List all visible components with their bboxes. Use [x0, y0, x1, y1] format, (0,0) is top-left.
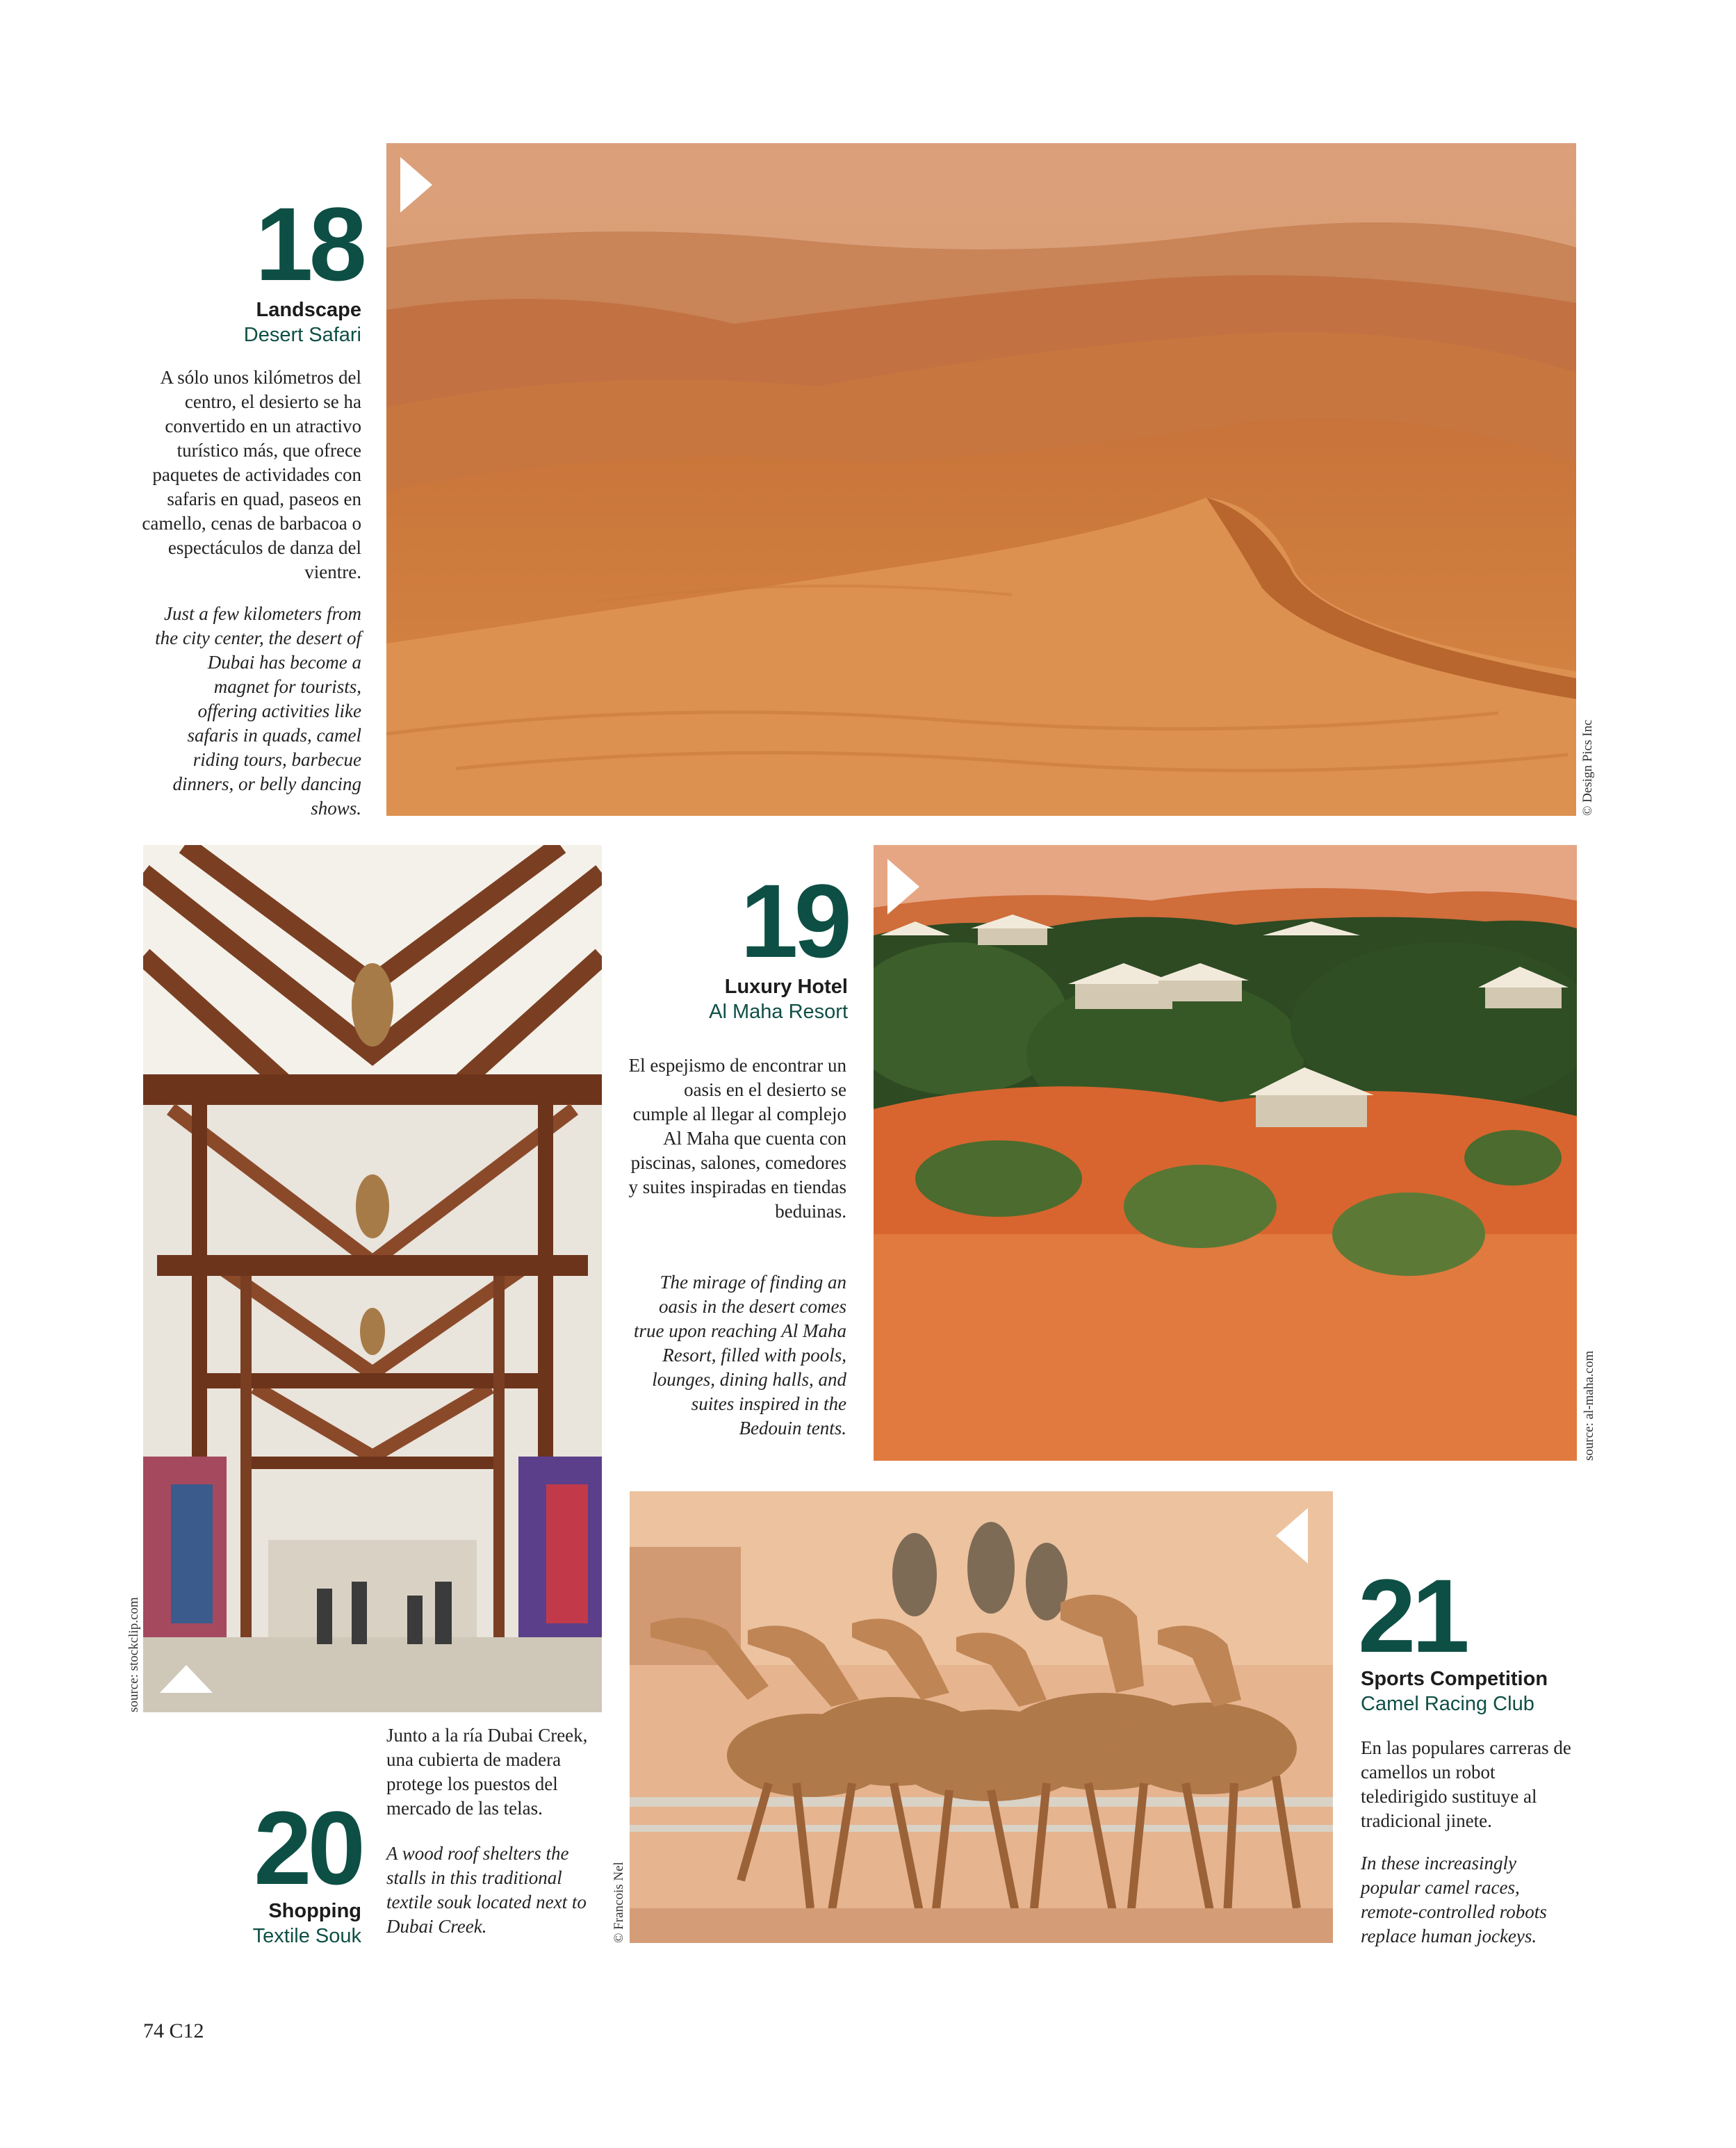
item-title-19: Al Maha Resort — [709, 1001, 848, 1023]
photo-credit-20: source: stockclip.com — [126, 1597, 141, 1712]
photo-credit-19: source: al-maha.com — [1582, 1350, 1596, 1461]
item-title-20: Textile Souk — [252, 1925, 361, 1947]
textile-souk-photo — [143, 845, 602, 1712]
desert-resort-image — [874, 845, 1577, 1461]
desert-dunes-image — [386, 143, 1576, 816]
item-title-18: Desert Safari — [243, 324, 361, 346]
item-text-es-21: En las populares carreras de camellos un robot teledirigido sustituye al tradicional jinete. — [1361, 1737, 1571, 1831]
play-arrow-icon — [887, 859, 919, 915]
item-text-es-18: A sólo unos kilómetros del centro, el desierto se ha convertido en un atractivo turístico más, que ofrece paquetes de actividades con safaris en quad, paseos en camello, cenas de barbacoa o espectáculos de danza del vientre. — [142, 367, 361, 582]
camel-race-image — [630, 1491, 1333, 1943]
item-text-en-18: Just a few kilometers from the city center, the desert of Dubai has become a magnet for tourists, offering activities like safaris in quads, camel riding tours, barbecue dinners, or belly dancing shows. — [155, 603, 361, 819]
item-text-es-20: Junto a la ría Dubai Creek, una cubierta de madera protege los puestos del mercado de las telas. — [386, 1725, 588, 1819]
item-number-19: 19 — [740, 862, 848, 979]
camel-racing-photo — [630, 1491, 1333, 1943]
item-text-en-21: In these increasingly popular camel races, remote-controlled robots replace human jockeys. — [1361, 1853, 1547, 1946]
item-category-18: Landscape — [256, 299, 361, 321]
item-category-21: Sports Competition — [1361, 1668, 1548, 1690]
item-text-en-20: A wood roof shelters the stalls in this traditional textile souk located next to Dubai Creek. — [386, 1843, 587, 1937]
photo-credit-21: © Francois Nel — [612, 1862, 626, 1943]
item-number-21: 21 — [1358, 1557, 1466, 1674]
item-number-18: 18 — [255, 186, 363, 302]
left-arrow-icon — [1276, 1508, 1308, 1564]
al-maha-photo — [874, 845, 1577, 1461]
item-category-20: Shopping — [268, 1900, 361, 1922]
play-arrow-icon — [400, 157, 432, 213]
item-title-21: Camel Racing Club — [1361, 1693, 1534, 1715]
desert-safari-photo — [386, 143, 1576, 816]
photo-credit-18: © Design Pics Inc — [1580, 719, 1595, 816]
up-arrow-icon — [160, 1665, 213, 1693]
item-number-20: 20 — [254, 1789, 361, 1906]
item-text-en-19: The mirage of finding an oasis in the desert comes true upon reaching Al Maha Resort, filled with pools, lounges, dining halls, and suites inspired in the Bedouin tents. — [634, 1272, 846, 1438]
page-folio: 74 C12 — [143, 2019, 204, 2042]
item-category-19: Luxury Hotel — [724, 976, 848, 998]
souk-wooden-roof-image — [143, 845, 602, 1712]
item-text-es-19: El espejismo de encontrar un oasis en el desierto se cumple al llegar al complejo Al Maha que cuenta con piscinas, salones, comedores y suites inspiradas en tiendas beduinas. — [628, 1055, 846, 1222]
